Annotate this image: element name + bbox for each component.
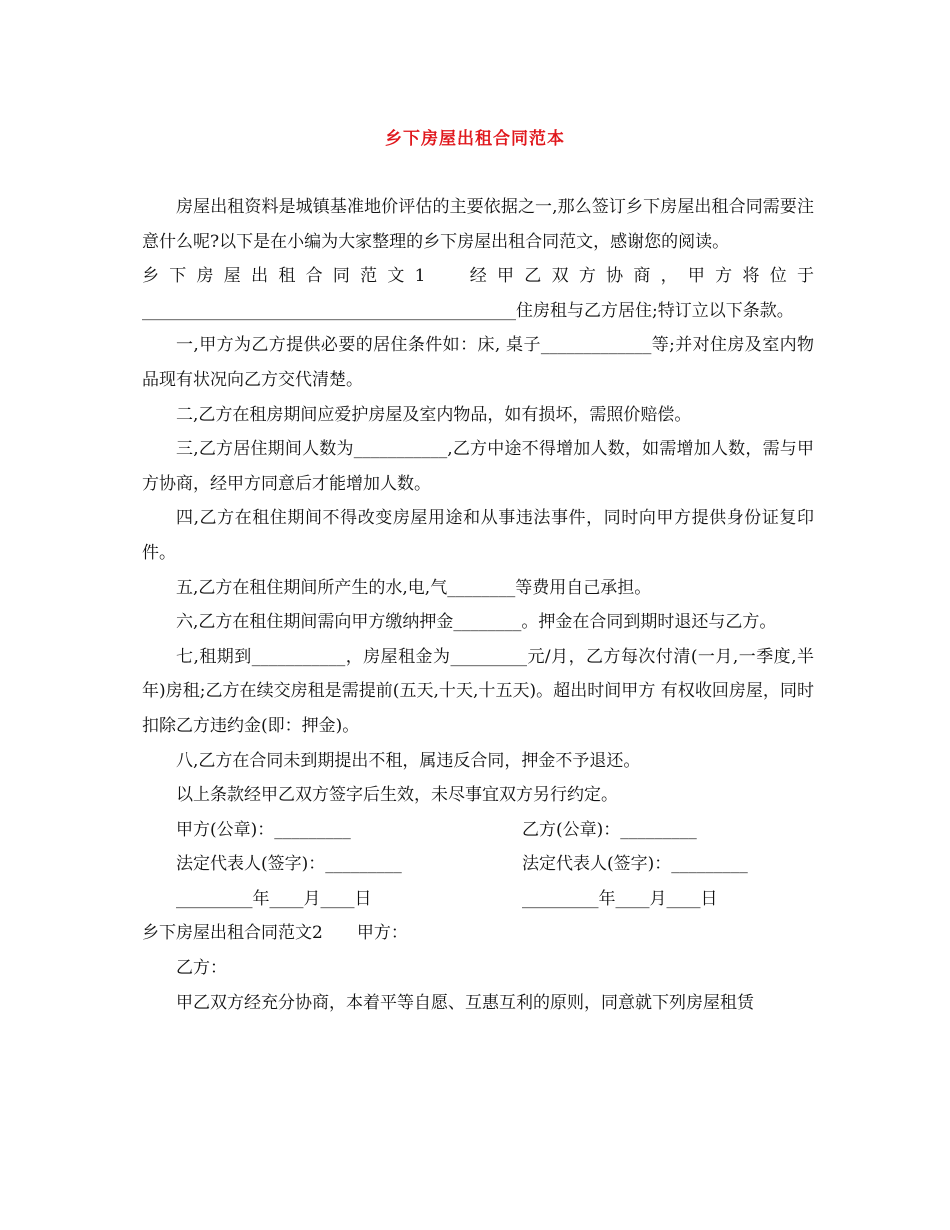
sample2-paragraph — [142, 916, 814, 951]
sample1-heading: 乡下房屋出租合同范文1 — [142, 266, 426, 287]
party-a-seal: 甲方(公章)：_________ — [176, 819, 351, 840]
clause-2: 二,乙方在租房期间应爱护房屋及室内物品，如有损坏，需照价赔偿。 — [176, 404, 692, 425]
party-a-representative: 法定代表人(签字)：_________ — [176, 854, 402, 875]
document-body — [142, 190, 814, 1020]
sample1-opening: 经甲乙双方协商，甲方将位于____________________________________________住房租与乙方居住;特订立以下条款。 — [142, 266, 814, 321]
party-b-date: _________年____月____日 — [522, 888, 718, 909]
intro-paragraph: 房屋出租资料是城镇基准地价评估的主要依据之一,那么签订乡下房屋出租合同需要注意什么呢?以下是在小编为大家整理的乡下房屋出租合同范文，感谢您的阅读。 — [142, 197, 814, 252]
document-title: 乡下房屋出租合同范本 — [385, 129, 565, 149]
clause-3: 三,乙方居住期间人数为___________,乙方中途不得增加人数，如需增加人数，需与甲方协商，经甲方同意后才能增加人数。 — [142, 439, 814, 494]
clause-1: 一,甲方为乙方提供必要的居住条件如：床, 桌子_____________等;并对住房及室内物品现有状况向乙方交代清楚。 — [142, 335, 814, 390]
party-a-date: _________年____月____日 — [176, 888, 372, 909]
party-b-seal: 乙方(公章)：_________ — [522, 819, 697, 840]
clause-5: 五,乙方在租住期间所产生的水,电,气________等费用自己承担。 — [176, 577, 652, 598]
sample2-heading: 乡下房屋出租合同范文2 — [142, 923, 323, 944]
clause-8: 八,乙方在合同未到期提出不租，属违反合同，押金不予退还。 — [176, 750, 641, 771]
clause-6: 六,乙方在租住期间需向甲方缴纳押金________。押金在合同到期时退还与乙方。 — [176, 612, 777, 633]
party-b-representative: 法定代表人(签字)：_________ — [522, 854, 748, 875]
sample2-party-b: 乙方： — [176, 958, 227, 979]
closing-clause: 以上条款经甲乙双方签字后生效，未尽事宜双方另行约定。 — [176, 785, 618, 806]
signature-row-date — [142, 882, 814, 917]
clause-4: 四,乙方在租住期间不得改变房屋用途和从事违法事件，同时向甲方提供身份证复印件。 — [142, 508, 814, 563]
signature-row-representative — [142, 847, 814, 882]
clause-7: 七,租期到___________，房屋租金为_________元/月，乙方每次付清(一月,一季度,半年)房租;乙方在续交房租是需提前(五天,十天,十五天)。超出时间甲方 有权收回房屋，同时扣除乙方违约金(即：押金)。 — [142, 646, 814, 736]
signature-row-seal — [142, 813, 814, 848]
sample1-paragraph — [142, 259, 814, 328]
sample2-party-a: 甲方： — [356, 923, 408, 944]
sample2-opening: 甲乙双方经充分协商，本着平等自愿、互惠互利的原则，同意就下列房屋租赁 — [176, 992, 754, 1013]
